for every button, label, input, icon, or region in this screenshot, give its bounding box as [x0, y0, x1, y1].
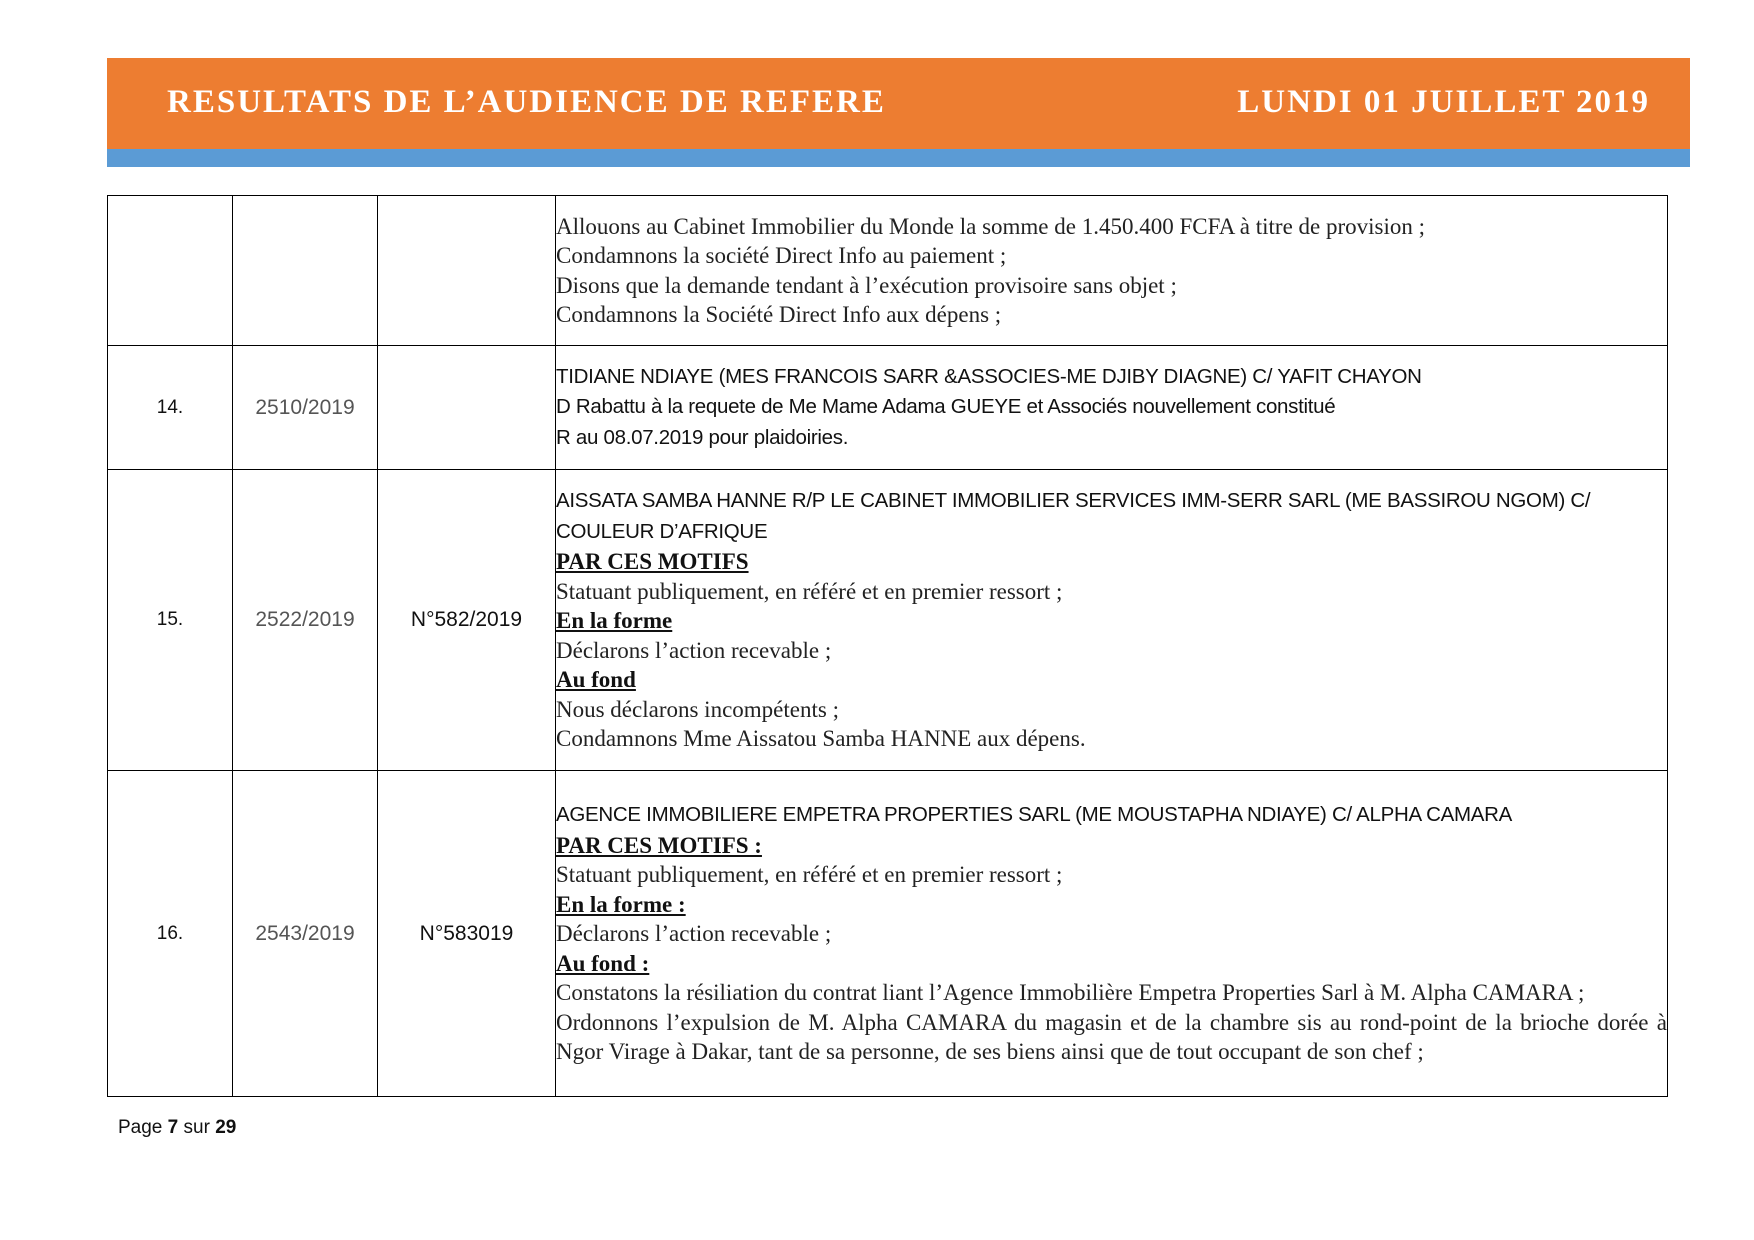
- case-number: 14.: [108, 346, 233, 470]
- decision-line: Disons que la demande tendant à l’exécution provisoire sans objet ;: [556, 272, 1177, 298]
- page-label: Page: [118, 1117, 163, 1138]
- decision-line: D Rabattu à la requete de Me Mame Adama GUEYE et Associés nouvellement constitué: [556, 395, 1336, 419]
- case-number: 15.: [108, 470, 233, 771]
- decision-line: Statuant publiquement, en référé et en premier ressort ;: [556, 862, 1063, 888]
- decision-line: Nous déclarons incompétents ;: [556, 696, 839, 722]
- decision-cell: [556, 346, 1668, 470]
- page-title: RESULTATS DE L’AUDIENCE DE REFERE: [167, 84, 886, 120]
- of-label: sur: [183, 1117, 210, 1138]
- parties-line: AGENCE IMMOBILIERE EMPETRA PROPERTIES SARL (ME MOUSTAPHA NDIAYE) C/ ALPHA CAMARA: [556, 803, 1513, 827]
- role-number: [233, 196, 378, 346]
- section-heading: En la forme: [556, 608, 673, 634]
- ordonnance-number: N°583019: [378, 771, 556, 1097]
- decision-cell: [556, 771, 1668, 1097]
- case-number: 16.: [108, 771, 233, 1097]
- role-number: 2543/2019: [233, 771, 378, 1097]
- decision-line: Allouons au Cabinet Immobilier du Monde la somme de 1.450.400 FCFA à titre de provision ;: [556, 213, 1426, 239]
- section-heading: En la forme :: [556, 891, 686, 917]
- decision-line: Constatons la résiliation du contrat liant l’Agence Immobilière Empetra Properties Sarl à M. Alpha CAMARA ;: [556, 980, 1585, 1006]
- ordonnance-number: [378, 346, 556, 470]
- role-number: 2522/2019: [233, 470, 378, 771]
- section-heading: Au fond: [556, 667, 636, 693]
- decision-cell: [556, 470, 1668, 771]
- ordonnance-number: [378, 196, 556, 346]
- table-row: [108, 771, 1668, 1097]
- decision-line: Ordonnons l’expulsion de M. Alpha CAMARA du magasin et de la chambre sis au rond-point de la brioche dorée à Ngor Virage à Dakar, tant de sa personne, de ses biens ainsi que de tout occupant de son chef ;: [556, 1009, 1667, 1065]
- ordonnance-number: N°582/2019: [378, 470, 556, 771]
- decision-line: Condamnons la société Direct Info au paiement ;: [556, 243, 1007, 268]
- page-current: 7: [167, 1117, 179, 1138]
- rulings-table: [107, 195, 1668, 1097]
- section-heading: Au fond :: [556, 950, 650, 976]
- decision-line: Condamnons Mme Aissatou Samba HANNE aux dépens.: [556, 726, 1086, 752]
- table-row: [108, 346, 1668, 470]
- decision-line: Déclarons l’action recevable ;: [556, 921, 832, 947]
- decision-line: R au 08.07.2019 pour plaidoiries.: [556, 425, 849, 449]
- hearing-date: LUNDI 01 JUILLET 2019: [1237, 84, 1650, 120]
- decision-line: Condamnons la Société Direct Info aux dépens ;: [556, 302, 1002, 327]
- table-row: [108, 470, 1668, 771]
- parties-line: AISSATA SAMBA HANNE R/P LE CABINET IMMOBILIER SERVICES IMM-SERR SARL (ME BASSIROU NGOM) C/: [556, 489, 1591, 513]
- decision-line: Statuant publiquement, en référé et en premier ressort ;: [556, 578, 1063, 604]
- page-footer: [118, 1117, 236, 1139]
- section-heading: PAR CES MOTIFS :: [556, 832, 762, 858]
- parties-line: TIDIANE NDIAYE (MES FRANCOIS SARR &ASSOCIES-ME DJIBY DIAGNE) C/ YAFIT CHAYON: [556, 364, 1422, 388]
- header-stripe: [107, 149, 1690, 167]
- case-number: [108, 196, 233, 346]
- role-number: 2510/2019: [233, 346, 378, 470]
- decision-line: Déclarons l’action recevable ;: [556, 637, 832, 663]
- table-row: [108, 196, 1668, 346]
- parties-line: COULEUR D’AFRIQUE: [556, 519, 768, 543]
- section-heading: PAR CES MOTIFS: [556, 549, 749, 575]
- page-total: 29: [215, 1117, 237, 1138]
- decision-cell: [556, 196, 1668, 346]
